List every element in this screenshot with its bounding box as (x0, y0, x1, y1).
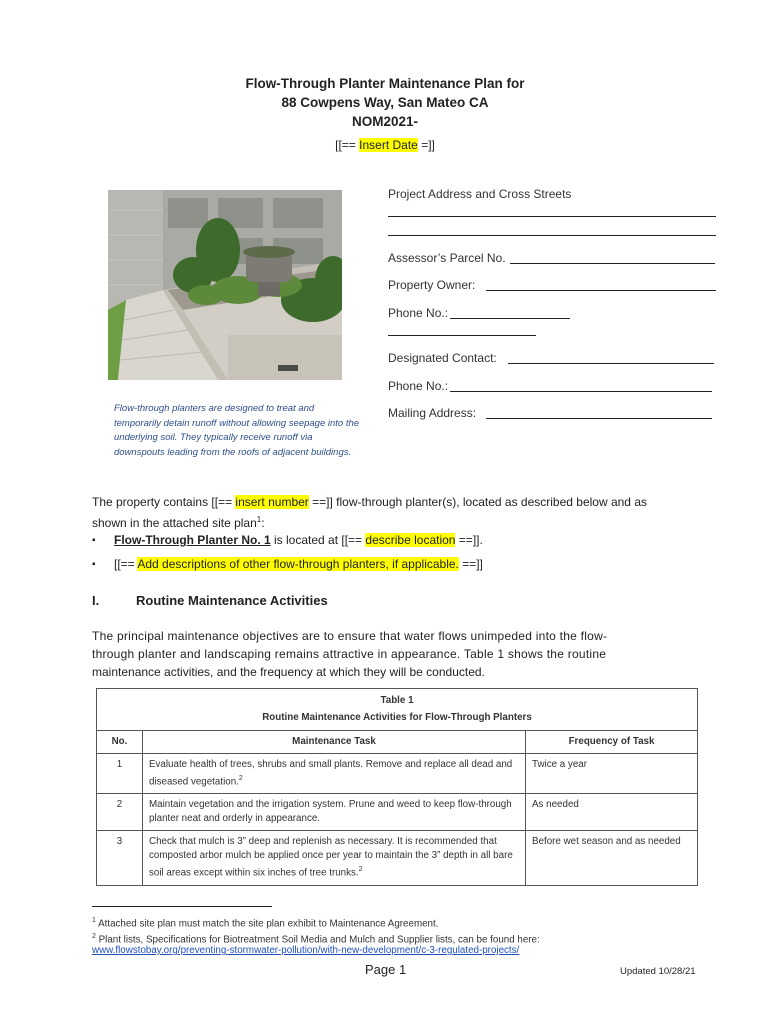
planter-photo (108, 190, 342, 380)
row-task-text: Check that mulch is 3” deep and replenish as necessary. It is recommended that composted arbor mulch be applied once per year to maintain the 3” depth in all bare soil areas except within six inches of tree trunks. (149, 836, 513, 879)
phone2-line (450, 391, 712, 392)
row-task (143, 831, 526, 885)
table-row (97, 831, 698, 885)
row-frequency: Twice a year (526, 754, 698, 794)
table-row (97, 754, 698, 794)
intro-text-b: ==]] flow-through planter(s), located as described below and as (308, 495, 647, 509)
header-frequency: Frequency of Task (526, 731, 698, 754)
row-frequency: Before wet season and as needed (526, 831, 698, 885)
bullet1-text-b: ==]]. (455, 533, 483, 547)
other-planters-placeholder: Add descriptions of other flow-through planters, if applicable. (137, 557, 459, 571)
row-task-text: Maintain vegetation and the irrigation system. Prune and weed to keep flow-through planter neat and orderly in appearance. (149, 799, 512, 825)
doc-title-line3: NOM2021- (351, 114, 419, 129)
phone2-label: Phone No.: (388, 379, 449, 393)
mailing-line (486, 418, 712, 419)
footnote-1 (92, 914, 438, 931)
table-caption (97, 689, 698, 731)
footnote-separator (92, 906, 272, 907)
footnote-1-num: 1 (92, 917, 96, 924)
bullet2-text-b: ==]] (458, 557, 483, 571)
updated-date: Updated 10/28/21 (620, 966, 696, 977)
project-address-line-1 (388, 216, 716, 217)
row-no: 2 (97, 794, 143, 831)
bullet-marker-2: ▪ (92, 559, 96, 570)
table-caption-row (97, 689, 698, 731)
bullet1-text-a: is located at [[== (270, 533, 366, 547)
header-task: Maintenance Task (143, 731, 526, 754)
table-caption-1: Table 1 (380, 695, 414, 706)
bullet-item-1 (114, 531, 483, 549)
parcel-line (510, 263, 715, 264)
phone1-line (450, 318, 570, 319)
bullet-marker-1: ▪ (92, 535, 96, 546)
footnote-2-num: 2 (92, 933, 96, 940)
row-frequency: As needed (526, 794, 698, 831)
insert-number-placeholder: insert number (235, 495, 309, 509)
doc-title-line1: Flow-Through Planter Maintenance Plan for (245, 76, 525, 91)
project-address-label: Project Address and Cross Streets (388, 187, 572, 201)
intro-text-d: : (261, 516, 265, 530)
row-task-sup: 2 (358, 866, 363, 874)
intro-line-2 (92, 511, 265, 532)
date-prefix: [[== (335, 138, 360, 152)
section-para-line-3: maintenance activities, and the frequency at which they will be conducted. (92, 665, 485, 679)
project-address-line-2 (388, 235, 716, 236)
section-para-line-1: The principal maintenance objectives are to ensure that water flows unimpeded into the flow- (92, 629, 608, 643)
date-line (0, 138, 770, 152)
flowstobay-link[interactable]: www.flowstobay.org/preventing-stormwater-pollution/with-new-development/c-3-regulated-projects/ (92, 945, 520, 956)
section-title: Routine Maintenance Activities (136, 593, 328, 608)
phone1-label: Phone No.: (388, 306, 449, 320)
date-suffix: =]] (417, 138, 435, 152)
bullet-item-2 (114, 555, 483, 573)
parcel-label: Assessor’s Parcel No. (388, 251, 506, 265)
footnote-1-text: Attached site plan must match the site plan exhibit to Maintenance Agreement. (95, 918, 439, 930)
section-number: I. (92, 593, 100, 608)
row-task-sup: 2 (238, 775, 243, 782)
phone1-line-2 (388, 335, 536, 336)
header-no: No. (97, 731, 143, 754)
intro-text-a: The property contains [[== (92, 495, 236, 509)
row-task-text: Evaluate health of trees, shrubs and small plants. Remove and replace all dead and diseased vegetation. (149, 759, 513, 788)
owner-label: Property Owner: (388, 278, 476, 292)
section-para-line-2: through planter and landscaping remains attractive in appearance. Table 1 shows the routine (92, 647, 607, 661)
planter-no-1-label: Flow-Through Planter No. 1 (114, 533, 271, 547)
intro-line-1 (92, 493, 647, 511)
table-caption-2: Routine Maintenance Activities for Flow-Through Planters (262, 712, 532, 723)
table-header-row (97, 731, 698, 754)
contact-line (508, 363, 714, 364)
describe-location-placeholder: describe location (365, 533, 456, 547)
date-placeholder: Insert Date (359, 138, 418, 152)
bullet2-text-a: [[== (114, 557, 138, 571)
footnote-ref-1: 1 (256, 515, 262, 524)
table-row (97, 794, 698, 831)
footnote-2-text: Plant lists, Specifications for Biotreatment Soil Media and Mulch and Supplier lists, can be found here: (95, 934, 540, 946)
maintenance-table (96, 688, 698, 886)
page-number: Page 1 (365, 962, 407, 977)
row-task (143, 794, 526, 831)
row-no: 1 (97, 754, 143, 794)
doc-title-line2: 88 Cowpens Way, San Mateo CA (281, 95, 489, 110)
contact-label: Designated Contact: (388, 351, 497, 365)
intro-text-c: shown in the attached site plan (92, 516, 257, 530)
row-task (143, 754, 526, 794)
row-no: 3 (97, 831, 143, 885)
mailing-label: Mailing Address: (388, 406, 477, 420)
owner-line (486, 290, 716, 291)
photo-caption: Flow-through planters are designed to treat and temporarily detain runoff without allowing seepage into the underlying soil. They typically receive runoff via downspouts leading from the roofs of adjacent buildings. (114, 403, 360, 458)
